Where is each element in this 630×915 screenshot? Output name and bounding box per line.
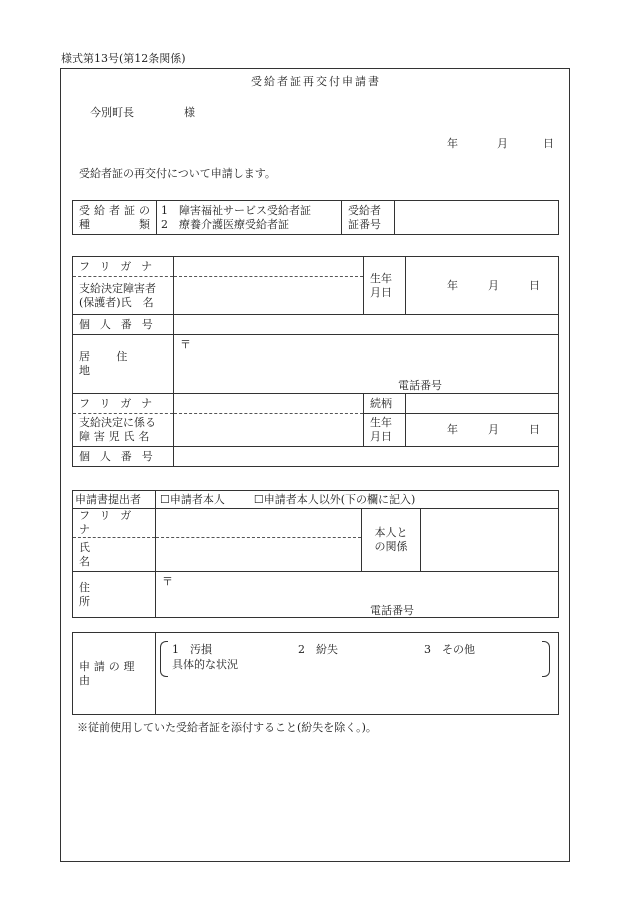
submitter-address-field[interactable] bbox=[156, 572, 559, 618]
child-birth-field[interactable]: 年 月 日 bbox=[406, 414, 559, 447]
addressee: 今別町長 bbox=[90, 106, 134, 119]
applicant-personal-no-field[interactable] bbox=[174, 315, 559, 335]
submitter-address-label: 住所 bbox=[73, 572, 156, 618]
submitter-phone-label: 電話番号 bbox=[370, 604, 414, 617]
submitter-furigana-label: フリガナ bbox=[73, 509, 156, 538]
child-personal-no-label: 個人番号 bbox=[73, 447, 174, 467]
date-day: 日 bbox=[543, 137, 554, 150]
applicant-address-label: 居住地 bbox=[73, 335, 174, 394]
intro-text: 受給者証の再交付について申請します。 bbox=[79, 167, 276, 180]
cert-number-field[interactable] bbox=[395, 201, 559, 235]
reason-table bbox=[72, 632, 559, 715]
submitter-options bbox=[156, 491, 559, 509]
left-bracket bbox=[160, 641, 168, 677]
reason-detail-label: 具体的な状況 bbox=[172, 658, 238, 671]
submitter-name-label: 氏名 bbox=[73, 538, 156, 572]
submitter-name-field[interactable] bbox=[156, 538, 362, 572]
attachment-note: ※従前使用していた受給者証を添付すること(紛失を除く。)。 bbox=[77, 721, 377, 734]
applicant-furigana-label: フリガナ bbox=[73, 257, 174, 277]
right-bracket bbox=[542, 641, 550, 677]
cert-number-label: 受給者 証番号 bbox=[342, 201, 395, 235]
child-name-label: 支給決定に係る 障害児氏名 bbox=[73, 414, 174, 447]
reason-option-soiled[interactable]: 1 汚損 bbox=[172, 643, 212, 656]
form-number: 様式第13号(第12条関係) bbox=[61, 52, 186, 65]
reason-label: 申請の理由 bbox=[73, 633, 156, 715]
cert-type-options bbox=[157, 201, 342, 235]
reason-option-lost[interactable]: 2 紛失 bbox=[298, 643, 338, 656]
submitter-table bbox=[72, 490, 559, 618]
submitter-other-checkbox[interactable]: ☐申請者本人以外(下の欄に記入) bbox=[253, 492, 416, 506]
cert-option-medical[interactable]: 2 療養介護医療受給者証 bbox=[161, 217, 289, 231]
applicant-personal-no-label: 個人番号 bbox=[73, 315, 174, 335]
applicant-name-label: 支給決定障害者 (保護者)氏 名 bbox=[73, 277, 174, 315]
reason-option-other[interactable]: 3 その他 bbox=[424, 643, 475, 656]
submitter-relation-field[interactable] bbox=[421, 509, 559, 572]
date-year: 年 bbox=[447, 137, 458, 150]
date-month: 月 bbox=[497, 137, 508, 150]
child-name-field[interactable] bbox=[174, 414, 364, 447]
cert-option-welfare[interactable]: 1 障害福祉サービス受給者証 bbox=[161, 203, 311, 217]
submitter-postal-mark: 〒 bbox=[162, 575, 173, 588]
child-birth-label: 生年 月日 bbox=[364, 414, 406, 447]
cert-type-label: 受 給 者 証 の 種 類 bbox=[73, 201, 157, 235]
cert-type-table bbox=[72, 200, 559, 235]
honorific: 様 bbox=[184, 106, 195, 119]
form-title: 受給者証再交付申請書 bbox=[251, 75, 381, 88]
relation-label: 続柄 bbox=[364, 394, 406, 414]
reason-field[interactable] bbox=[156, 633, 559, 715]
applicant-phone-label: 電話番号 bbox=[398, 379, 442, 392]
applicant-furigana-field[interactable] bbox=[174, 257, 364, 277]
applicant-name-field[interactable] bbox=[174, 277, 364, 315]
applicant-table bbox=[72, 256, 559, 467]
submitter-relation-label: 本人と の関係 bbox=[362, 509, 421, 572]
child-personal-no-field[interactable] bbox=[174, 447, 559, 467]
submitter-label: 申請書提出者 bbox=[73, 491, 156, 509]
child-furigana-field[interactable] bbox=[174, 394, 364, 414]
relation-field[interactable] bbox=[406, 394, 559, 414]
child-furigana-label: フリガナ bbox=[73, 394, 174, 414]
applicant-birth-field[interactable]: 年 月 日 bbox=[406, 257, 559, 315]
applicant-birth-label: 生年 月日 bbox=[364, 257, 406, 315]
applicant-address-field[interactable] bbox=[174, 335, 559, 394]
applicant-postal-mark: 〒 bbox=[180, 338, 191, 351]
submitter-furigana-field[interactable] bbox=[156, 509, 362, 538]
submitter-self-checkbox[interactable]: ☐申請者本人 bbox=[160, 492, 225, 506]
